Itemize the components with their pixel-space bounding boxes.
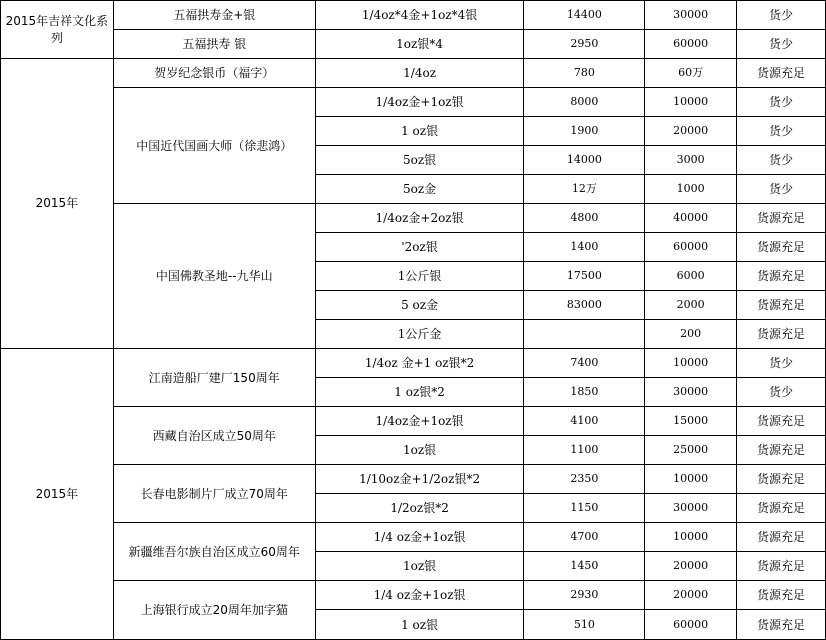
status-cell: 货少 bbox=[737, 349, 826, 378]
status-cell: 货少 bbox=[737, 88, 826, 117]
coin-name-cell: 西藏自治区成立50周年 bbox=[113, 407, 315, 465]
mintage-cell: 20000 bbox=[645, 552, 737, 581]
status-cell: 货源充足 bbox=[737, 204, 826, 233]
spec-cell: 1/10oz金+1/2oz银*2 bbox=[315, 465, 524, 494]
status-cell: 货源充足 bbox=[737, 407, 826, 436]
spec-cell: 1公斤银 bbox=[315, 262, 524, 291]
coin-name-cell: 五福拱寿金+银 bbox=[113, 1, 315, 30]
spec-cell: 1/4oz*4金+1oz*4银 bbox=[315, 1, 524, 30]
price-cell: 1150 bbox=[524, 494, 645, 523]
status-cell: 货源充足 bbox=[737, 320, 826, 349]
spec-cell: 1 oz银 bbox=[315, 117, 524, 146]
coin-name-cell: 五福拱寿 银 bbox=[113, 30, 315, 59]
price-cell: 14400 bbox=[524, 1, 645, 30]
coin-name-cell: 江南造船厂建厂150周年 bbox=[113, 349, 315, 407]
mintage-cell: 40000 bbox=[645, 204, 737, 233]
table-row bbox=[1, 349, 826, 378]
spec-cell: 1oz银 bbox=[315, 552, 524, 581]
status-cell: 货源充足 bbox=[737, 436, 826, 465]
price-cell: 2950 bbox=[524, 30, 645, 59]
status-cell: 货源充足 bbox=[737, 465, 826, 494]
status-cell: 货少 bbox=[737, 30, 826, 59]
coin-name-cell: 中国近代国画大师（徐悲鸿） bbox=[113, 88, 315, 204]
price-cell: 2930 bbox=[524, 581, 645, 610]
spec-cell: '2oz银 bbox=[315, 233, 524, 262]
price-cell bbox=[524, 320, 645, 349]
status-cell: 货少 bbox=[737, 117, 826, 146]
price-cell: 4100 bbox=[524, 407, 645, 436]
price-cell: 14000 bbox=[524, 146, 645, 175]
spec-cell: 1/4oz金+2oz银 bbox=[315, 204, 524, 233]
status-cell: 货少 bbox=[737, 378, 826, 407]
mintage-cell: 20000 bbox=[645, 117, 737, 146]
status-cell: 货源充足 bbox=[737, 494, 826, 523]
mintage-cell: 10000 bbox=[645, 349, 737, 378]
table-body bbox=[1, 1, 826, 640]
price-cell: 12万 bbox=[524, 175, 645, 204]
price-cell: 7400 bbox=[524, 349, 645, 378]
table-row bbox=[1, 204, 826, 233]
status-cell: 货少 bbox=[737, 1, 826, 30]
price-cell: 2350 bbox=[524, 465, 645, 494]
price-cell: 4700 bbox=[524, 523, 645, 552]
spec-cell: 1 oz银*2 bbox=[315, 378, 524, 407]
series-cell: 2015年 bbox=[1, 349, 114, 640]
status-cell: 货源充足 bbox=[737, 233, 826, 262]
spec-cell: 1/4oz金+1oz银 bbox=[315, 88, 524, 117]
table-row bbox=[1, 407, 826, 436]
spec-cell: 5 oz金 bbox=[315, 291, 524, 320]
status-cell: 货源充足 bbox=[737, 59, 826, 88]
table-row bbox=[1, 59, 826, 88]
price-cell: 1900 bbox=[524, 117, 645, 146]
spec-cell: 1oz银 bbox=[315, 436, 524, 465]
series-cell: 2015年 bbox=[1, 59, 114, 349]
mintage-cell: 2000 bbox=[645, 291, 737, 320]
spec-cell: 1/4oz 金+1 oz银*2 bbox=[315, 349, 524, 378]
status-cell: 货源充足 bbox=[737, 610, 826, 640]
spec-cell: 1/4 oz金+1oz银 bbox=[315, 581, 524, 610]
price-cell: 780 bbox=[524, 59, 645, 88]
status-cell: 货少 bbox=[737, 146, 826, 175]
mintage-cell: 15000 bbox=[645, 407, 737, 436]
spec-cell: 1公斤金 bbox=[315, 320, 524, 349]
status-cell: 货源充足 bbox=[737, 523, 826, 552]
price-cell: 1850 bbox=[524, 378, 645, 407]
mintage-cell: 3000 bbox=[645, 146, 737, 175]
mintage-cell: 25000 bbox=[645, 436, 737, 465]
mintage-cell: 10000 bbox=[645, 465, 737, 494]
status-cell: 货源充足 bbox=[737, 262, 826, 291]
spec-cell: 1/2oz银*2 bbox=[315, 494, 524, 523]
status-cell: 货源充足 bbox=[737, 291, 826, 320]
status-cell: 货源充足 bbox=[737, 581, 826, 610]
table-row bbox=[1, 523, 826, 552]
price-cell: 1100 bbox=[524, 436, 645, 465]
spec-cell: 5oz银 bbox=[315, 146, 524, 175]
mintage-cell: 30000 bbox=[645, 1, 737, 30]
coin-name-cell: 上海银行成立20周年加字猫 bbox=[113, 581, 315, 640]
price-cell: 8000 bbox=[524, 88, 645, 117]
mintage-cell: 10000 bbox=[645, 88, 737, 117]
coin-name-cell: 新疆维吾尔族自治区成立60周年 bbox=[113, 523, 315, 581]
coin-name-cell: 长春电影制片厂成立70周年 bbox=[113, 465, 315, 523]
mintage-cell: 60000 bbox=[645, 233, 737, 262]
price-cell: 4800 bbox=[524, 204, 645, 233]
mintage-cell: 1000 bbox=[645, 175, 737, 204]
mintage-cell: 60000 bbox=[645, 610, 737, 640]
mintage-cell: 60000 bbox=[645, 30, 737, 59]
price-cell: 1450 bbox=[524, 552, 645, 581]
price-cell: 1400 bbox=[524, 233, 645, 262]
table-row bbox=[1, 581, 826, 610]
spec-cell: 1/4oz金+1oz银 bbox=[315, 407, 524, 436]
mintage-cell: 20000 bbox=[645, 581, 737, 610]
price-cell: 510 bbox=[524, 610, 645, 640]
status-cell: 货少 bbox=[737, 175, 826, 204]
spec-cell: 1 oz银 bbox=[315, 610, 524, 640]
spec-cell: 5oz金 bbox=[315, 175, 524, 204]
coin-name-cell: 中国佛教圣地--九华山 bbox=[113, 204, 315, 349]
spec-cell: 1oz银*4 bbox=[315, 30, 524, 59]
mintage-cell: 200 bbox=[645, 320, 737, 349]
mintage-cell: 10000 bbox=[645, 523, 737, 552]
table-row bbox=[1, 465, 826, 494]
mintage-cell: 30000 bbox=[645, 378, 737, 407]
coin-name-cell: 贺岁纪念银币（福字） bbox=[113, 59, 315, 88]
spec-cell: 1/4 oz金+1oz银 bbox=[315, 523, 524, 552]
spec-cell: 1/4oz bbox=[315, 59, 524, 88]
price-cell: 83000 bbox=[524, 291, 645, 320]
price-cell: 17500 bbox=[524, 262, 645, 291]
mintage-cell: 60万 bbox=[645, 59, 737, 88]
series-cell: 2015年吉祥文化系列 bbox=[1, 1, 114, 59]
table-row bbox=[1, 88, 826, 117]
status-cell: 货源充足 bbox=[737, 552, 826, 581]
mintage-cell: 6000 bbox=[645, 262, 737, 291]
table-row bbox=[1, 30, 826, 59]
table-row bbox=[1, 1, 826, 30]
mintage-cell: 30000 bbox=[645, 494, 737, 523]
